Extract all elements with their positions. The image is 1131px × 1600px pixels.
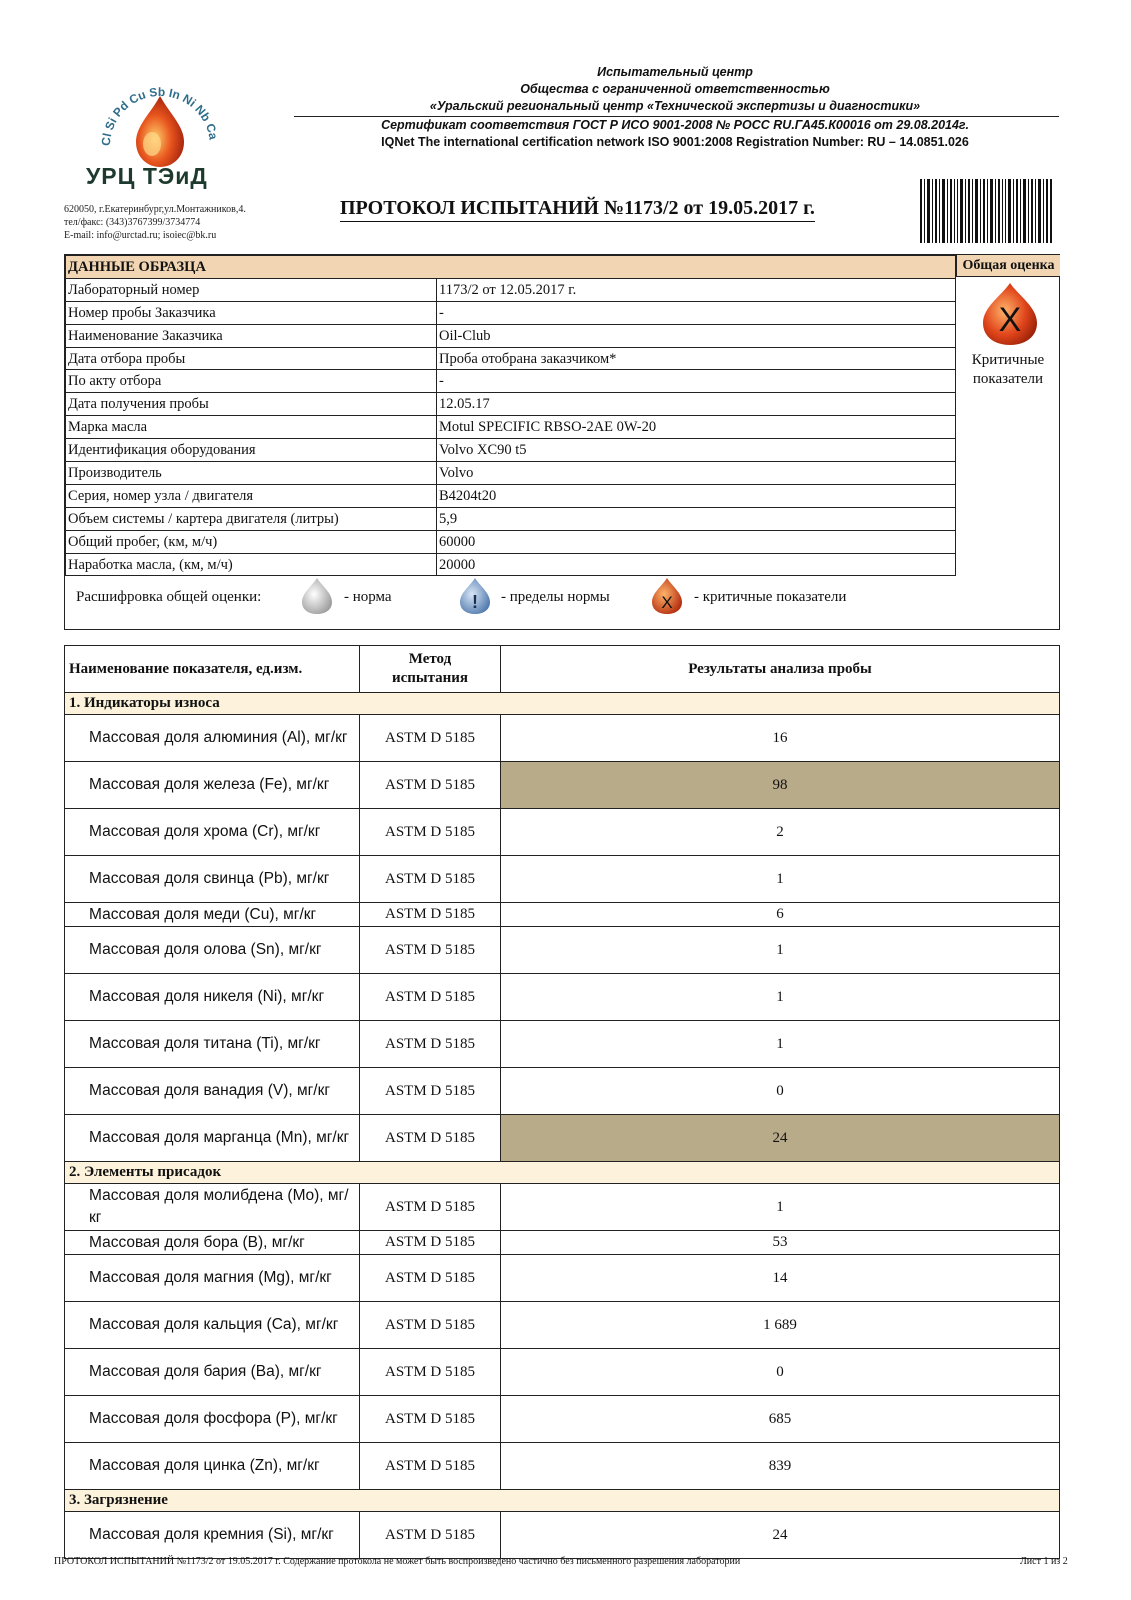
sample-row (66, 301, 956, 324)
results-section-row (65, 1162, 1060, 1184)
test-method: ASTM D 5185 (360, 1021, 501, 1068)
logo-name: УРЦ ТЭиД (86, 163, 208, 189)
sample-label: Производитель (66, 462, 437, 485)
test-method: ASTM D 5185 (360, 1068, 501, 1115)
indicator-name: Массовая доля бария (Ba), мг/кг (65, 1349, 360, 1396)
sample-label: По акту отбора (66, 370, 437, 393)
protocol-title: ПРОТОКОЛ ИСПЫТАНИЙ №1173/2 от 19.05.2017 г. (340, 197, 815, 222)
results-section-row (65, 693, 1060, 715)
test-method: ASTM D 5185 (360, 809, 501, 856)
indicator-name: Массовая доля марганца (Mn), мг/кг (65, 1115, 360, 1162)
indicator-name: Массовая доля кремния (Si), мг/кг (65, 1512, 360, 1559)
result-row (65, 903, 1060, 927)
legend-title: Расшифровка общей оценки: (76, 589, 262, 605)
test-method: ASTM D 5185 (360, 1184, 501, 1231)
grade-label-line: показатели (972, 371, 1044, 387)
results-table (64, 645, 1060, 1559)
sample-value: Volvo (437, 462, 956, 485)
result-row (65, 809, 1060, 856)
sample-label: Дата отбора пробы (66, 347, 437, 370)
result-value: 16 (501, 715, 1060, 762)
sample-value: 5,9 (437, 507, 956, 530)
overall-grade-header: Общая оценка (956, 255, 1060, 277)
sample-row (66, 553, 956, 576)
sample-label: Лабораторный номер (66, 278, 437, 301)
address-line: тел/факс: (343)3767399/3734774 (64, 217, 201, 228)
legend-norm: - норма (344, 589, 392, 605)
sample-value: Проба отобрана заказчиком* (437, 347, 956, 370)
result-row (65, 1184, 1060, 1231)
result-value: 6 (501, 903, 1060, 927)
result-row (65, 1255, 1060, 1302)
result-value: 2 (501, 809, 1060, 856)
result-row (65, 1115, 1060, 1162)
indicator-name: Массовая доля алюминия (Al), мг/кг (65, 715, 360, 762)
indicator-name: Массовая доля титана (Ti), мг/кг (65, 1021, 360, 1068)
col-name-header: Наименование показателя, ед.изм. (65, 646, 360, 693)
sample-value: 20000 (437, 553, 956, 576)
result-value-flagged: 24 (501, 1115, 1060, 1162)
overall-grade-label (956, 351, 1060, 389)
sample-value: Volvo XC90 t5 (437, 439, 956, 462)
sample-value: - (437, 370, 956, 393)
footer-text: ПРОТОКОЛ ИСПЫТАНИЙ №1173/2 от 19.05.2017 г. Содержание протокола не может быть воспроизведено частично без письменного разрешения лаборатории (54, 1556, 741, 1567)
lab-address (64, 203, 246, 242)
sample-data-panel (64, 254, 1060, 630)
oil-drop-logo-icon (80, 64, 240, 174)
result-row (65, 1349, 1060, 1396)
sample-row (66, 416, 956, 439)
sample-label: Наименование Заказчика (66, 324, 437, 347)
result-value: 1 (501, 856, 1060, 903)
sample-data-header: ДАННЫЕ ОБРАЗЦА (66, 256, 956, 279)
result-row (65, 715, 1060, 762)
result-row (65, 1512, 1060, 1559)
sample-value: Motul SPECIFIC RBSO-2AE 0W-20 (437, 416, 956, 439)
sample-value: 12.05.17 (437, 393, 956, 416)
result-value: 1 (501, 974, 1060, 1021)
section-title: 2. Элементы присадок (65, 1162, 1060, 1184)
critical-legend-drop-glyph: X (661, 593, 673, 612)
critical-legend-drop-icon (650, 577, 684, 615)
limits-drop-glyph: ! (472, 592, 478, 612)
indicator-name: Массовая доля молибдена (Mo), мг/кг (65, 1184, 360, 1231)
sample-row (66, 347, 956, 370)
sample-label: Общий пробег, (км, м/ч) (66, 530, 437, 553)
indicator-name: Массовая доля кальция (Ca), мг/кг (65, 1302, 360, 1349)
test-method: ASTM D 5185 (360, 1231, 501, 1255)
test-method: ASTM D 5185 (360, 1302, 501, 1349)
result-value: 0 (501, 1068, 1060, 1115)
test-method: ASTM D 5185 (360, 1115, 501, 1162)
sample-value: 60000 (437, 530, 956, 553)
result-value: 1 (501, 1021, 1060, 1068)
test-method: ASTM D 5185 (360, 1512, 501, 1559)
header-line: «Уральский региональный центр «Технической экспертизы и диагностики» (429, 99, 921, 113)
sample-row (66, 484, 956, 507)
test-method: ASTM D 5185 (360, 1349, 501, 1396)
result-value: 53 (501, 1231, 1060, 1255)
results-header-row (65, 646, 1060, 693)
indicator-name: Массовая доля цинка (Zn), мг/кг (65, 1443, 360, 1490)
result-value: 1 (501, 1184, 1060, 1231)
indicator-name: Массовая доля меди (Cu), мг/кг (65, 903, 360, 927)
test-method: ASTM D 5185 (360, 903, 501, 927)
test-method: ASTM D 5185 (360, 1443, 501, 1490)
address-line: 620050, г.Екатеринбург,ул.Монтажников,4. (64, 204, 246, 215)
result-row (65, 927, 1060, 974)
col-method-line: испытания (391, 670, 469, 686)
result-row (65, 762, 1060, 809)
col-result-header: Результаты анализа пробы (501, 646, 1060, 693)
grade-label-line: Критичные (971, 352, 1045, 368)
result-value-flagged: 98 (501, 762, 1060, 809)
sample-row (66, 324, 956, 347)
header-line: Испытательный центр (597, 65, 753, 79)
indicator-name: Массовая доля фосфора (P), мг/кг (65, 1396, 360, 1443)
sample-data-table (65, 255, 956, 576)
lab-header (290, 64, 1060, 151)
results-section-row (65, 1490, 1060, 1512)
result-row (65, 856, 1060, 903)
indicator-name: Массовая доля ванадия (V), мг/кг (65, 1068, 360, 1115)
test-method: ASTM D 5185 (360, 927, 501, 974)
col-method-line: Метод (408, 651, 452, 667)
address-line[interactable]: E-mail: info@urctad.ru; isoiec@bk.ru (64, 230, 217, 241)
sample-row (66, 370, 956, 393)
section-title: 1. Индикаторы износа (65, 693, 1060, 715)
result-value: 839 (501, 1443, 1060, 1490)
sample-value: B4204t20 (437, 484, 956, 507)
indicator-name: Массовая доля свинца (Pb), мг/кг (65, 856, 360, 903)
indicator-name: Массовая доля хрома (Cr), мг/кг (65, 809, 360, 856)
legend-critical: - критичные показатели (694, 589, 847, 605)
header-divider (294, 116, 1059, 117)
sample-value: Oil-Club (437, 324, 956, 347)
sample-label: Наработка масла, (км, м/ч) (66, 553, 437, 576)
result-row (65, 1231, 1060, 1255)
result-value: 24 (501, 1512, 1060, 1559)
sample-row (66, 462, 956, 485)
sample-row (66, 530, 956, 553)
test-method: ASTM D 5185 (360, 1255, 501, 1302)
test-method: ASTM D 5185 (360, 856, 501, 903)
sample-row (66, 439, 956, 462)
sample-label: Номер пробы Заказчика (66, 301, 437, 324)
page-number: Лист 1 из 2 (1020, 1556, 1068, 1567)
result-value: 1 (501, 927, 1060, 974)
grade-legend (65, 577, 1061, 621)
indicator-name: Массовая доля никеля (Ni), мг/кг (65, 974, 360, 1021)
indicator-name: Массовая доля олова (Sn), мг/кг (65, 927, 360, 974)
sample-label: Идентификация оборудования (66, 439, 437, 462)
result-row (65, 1021, 1060, 1068)
sample-row (66, 278, 956, 301)
sample-label: Дата получения пробы (66, 393, 437, 416)
result-value: 685 (501, 1396, 1060, 1443)
sample-row (66, 393, 956, 416)
sample-value: 1173/2 от 12.05.2017 г. (437, 278, 956, 301)
test-method: ASTM D 5185 (360, 1396, 501, 1443)
sample-value: - (437, 301, 956, 324)
result-row (65, 1302, 1060, 1349)
iqnet-line: IQNet The international certification network ISO 9001:2008 Registration Number: RU – 14.0851.026 (381, 135, 969, 149)
header-line: Общества с ограниченной ответственностью (520, 82, 830, 96)
col-method-header (360, 646, 501, 693)
sample-label: Марка масла (66, 416, 437, 439)
norm-drop-icon (300, 577, 334, 615)
result-row (65, 1068, 1060, 1115)
critical-drop-glyph: X (998, 301, 1022, 339)
logo-ring-text: Cl Si Pd Cu Sb In Ni Nb Ca (98, 84, 221, 147)
sample-label: Серия, номер узла / двигателя (66, 484, 437, 507)
limits-drop-icon (458, 577, 492, 615)
indicator-name: Массовая доля бора (B), мг/кг (65, 1231, 360, 1255)
result-value: 0 (501, 1349, 1060, 1396)
result-value: 1 689 (501, 1302, 1060, 1349)
test-method: ASTM D 5185 (360, 715, 501, 762)
section-title: 3. Загрязнение (65, 1490, 1060, 1512)
sample-label: Объем системы / картера двигателя (литры) (66, 507, 437, 530)
indicator-name: Массовая доля магния (Mg), мг/кг (65, 1255, 360, 1302)
test-method: ASTM D 5185 (360, 974, 501, 1021)
barcode-icon (920, 179, 1054, 243)
indicator-name: Массовая доля железа (Fe), мг/кг (65, 762, 360, 809)
test-method: ASTM D 5185 (360, 762, 501, 809)
result-row (65, 1396, 1060, 1443)
critical-drop-icon (977, 281, 1043, 347)
sample-row (66, 507, 956, 530)
certificate-line: Сертификат соответствия ГОСТ Р ИСО 9001-2008 № РОСС RU.ГА45.К00016 от 29.08.2014г. (381, 118, 969, 132)
result-row (65, 974, 1060, 1021)
result-row (65, 1443, 1060, 1490)
result-value: 14 (501, 1255, 1060, 1302)
legend-limits: - пределы нормы (501, 589, 610, 605)
